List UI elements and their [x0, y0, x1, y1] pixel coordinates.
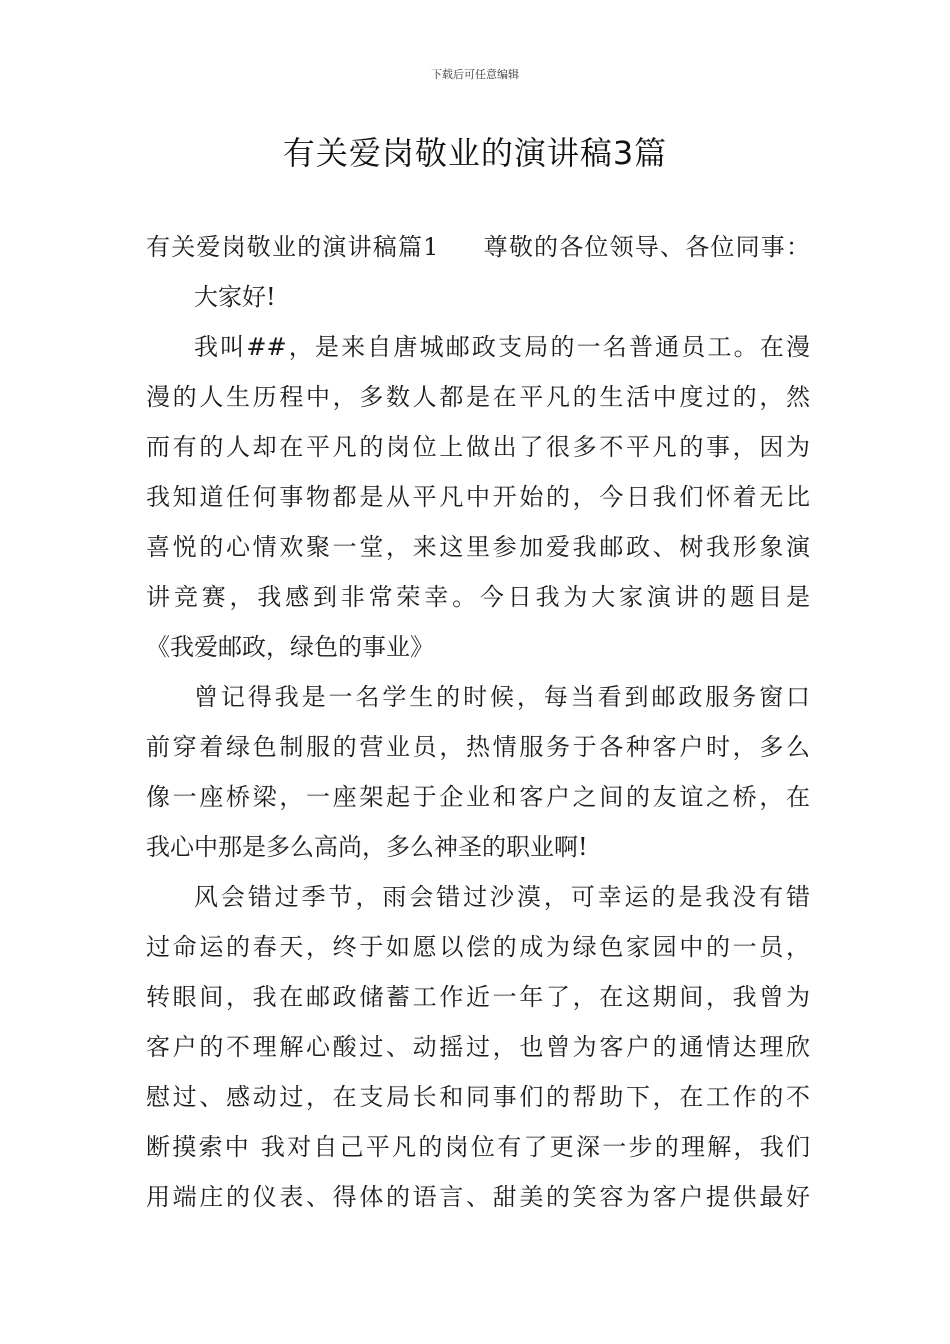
page-header-note: 下载后可任意编辑 — [431, 68, 519, 81]
salutation: 尊敬的各位领导、各位同事： — [482, 233, 810, 261]
body-line: 前穿着绿色制服的营业员，热情服务于各种客户时，多么 — [146, 733, 810, 761]
body-line: 漫的人生历程中，多数人都是在平凡的生活中度过的，然 — [146, 383, 810, 411]
body-line: 大家好! — [194, 283, 276, 311]
document-title: 有关爱岗敬业的演讲稿3篇 — [282, 134, 668, 172]
body-line: 慰过、感动过，在支局长和同事们的帮助下，在工作的不 — [146, 1083, 810, 1111]
body-line: 用端庄的仪表、得体的语言、甜美的笑容为客户提供最好 — [146, 1183, 810, 1211]
body-line: 断摸索中 我对自己平凡的岗位有了更深一步的理解，我们 — [146, 1133, 810, 1161]
body-line: 过命运的春天，终于如愿以偿的成为绿色家园中的一员， — [146, 933, 810, 961]
body-line: 风会错过季节，雨会错过沙漠，可幸运的是我没有错 — [194, 883, 810, 911]
body-line: 《我爱邮政，绿色的事业》 — [146, 633, 434, 661]
body-line: 我心中那是多么高尚，多么神圣的职业啊! — [146, 833, 588, 861]
section-heading: 有关爱岗敬业的演讲稿篇1 — [146, 233, 439, 261]
document-body — [146, 222, 810, 1222]
body-line: 转眼间，我在邮政储蓄工作近一年了，在这期间，我曾为 — [146, 983, 810, 1011]
body-line: 讲竞赛，我感到非常荣幸。今日我为大家演讲的题目是 — [146, 583, 810, 611]
body-line: 喜悦的心情欢聚一堂，来这里参加爱我邮政、树我形象演 — [146, 533, 810, 561]
body-line — [146, 222, 810, 272]
body-line: 我叫##，是来自唐城邮政支局的一名普通员工。在漫 — [194, 333, 810, 361]
body-line: 曾记得我是一名学生的时候，每当看到邮政服务窗口 — [194, 683, 810, 711]
body-line: 而有的人却在平凡的岗位上做出了很多不平凡的事，因为 — [146, 433, 810, 461]
body-line: 像一座桥梁，一座架起于企业和客户之间的友谊之桥，在 — [146, 783, 810, 811]
body-line: 我知道任何事物都是从平凡中开始的，今日我们怀着无比 — [146, 483, 810, 511]
body-line: 客户的不理解心酸过、动摇过，也曾为客户的通情达理欣 — [146, 1033, 810, 1061]
